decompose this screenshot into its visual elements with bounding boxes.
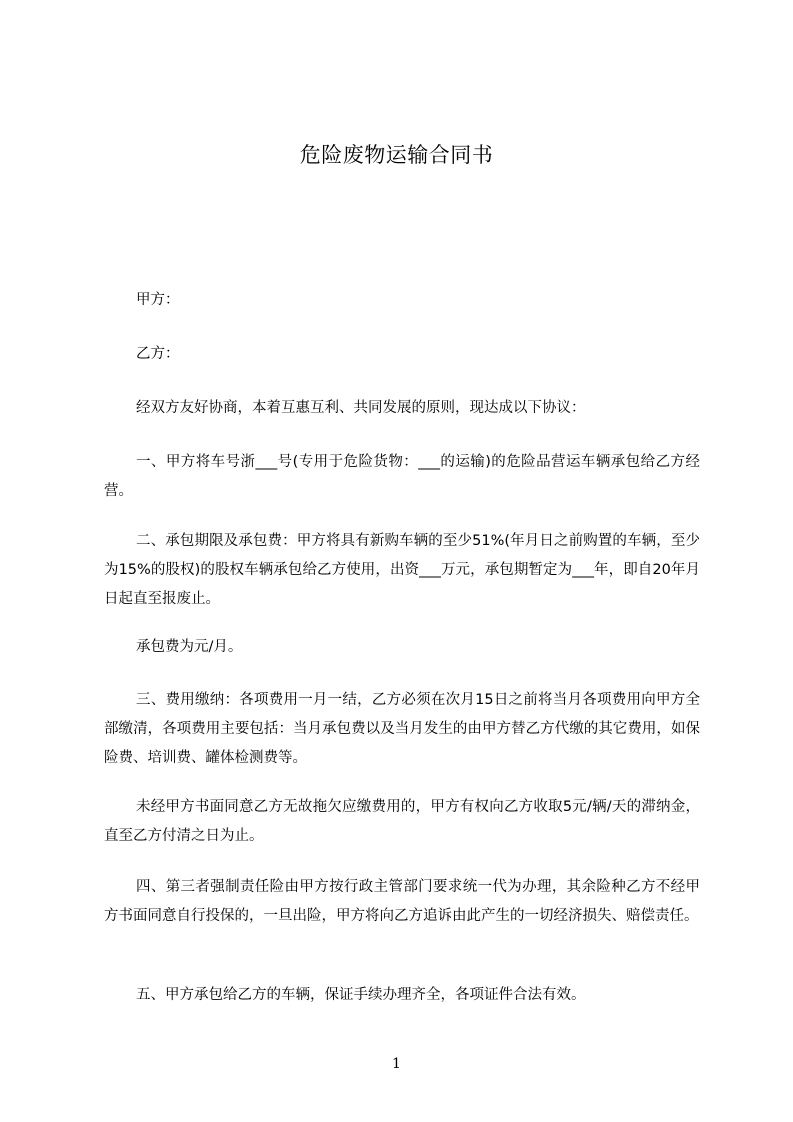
clause-1-paragraph: 一、甲方将车号浙___号(专用于危险货物：___的运输)的危险品营运车辆承包给乙方经营。 bbox=[104, 454, 700, 499]
late-fee-paragraph: 未经甲方书面同意乙方无故拖欠应缴费用的，甲方有权向乙方收取5元/辆/天的滞纳金，直至乙方付清之日为止。 bbox=[104, 799, 700, 844]
party-a-line: 甲方： bbox=[136, 292, 180, 308]
clause-4-paragraph: 四、第三者强制责任险由甲方按行政主管部门要求统一代为办理，其余险种乙方不经甲方书面同意自行投保的，一旦出险，甲方将向乙方追诉由此产生的一切经济损失、赔偿责任。 bbox=[104, 879, 700, 924]
party-b-line: 乙方： bbox=[136, 346, 180, 362]
contract-fee-paragraph: 承包费为元/月。 bbox=[136, 639, 243, 655]
clause-2-paragraph: 二、承包期限及承包费：甲方将具有新购车辆的至少51%(年月日之前购置的车辆，至少为15%的股权)的股权车辆承包给乙方使用，出资___万元，承包期暂定为___年，即自20年月日起直至报废止。 bbox=[104, 533, 700, 607]
document-title: 危险废物运输合同书 bbox=[299, 143, 494, 167]
page-number: 1 bbox=[392, 1056, 401, 1072]
clause-3-paragraph: 三、费用缴纳：各项费用一月一结，乙方必须在次月15日之前将当月各项费用向甲方全部缴清，各项费用主要包括：当月承包费以及当月发生的由甲方替乙方代缴的其它费用，如保险费、培训费、罐体检测费等。 bbox=[104, 692, 700, 766]
clause-5-paragraph: 五、甲方承包给乙方的车辆，保证手续办理齐全，各项证件合法有效。 bbox=[136, 987, 586, 1003]
intro-paragraph: 经双方友好协商，本着互惠互利、共同发展的原则，现达成以下协议： bbox=[136, 400, 586, 416]
